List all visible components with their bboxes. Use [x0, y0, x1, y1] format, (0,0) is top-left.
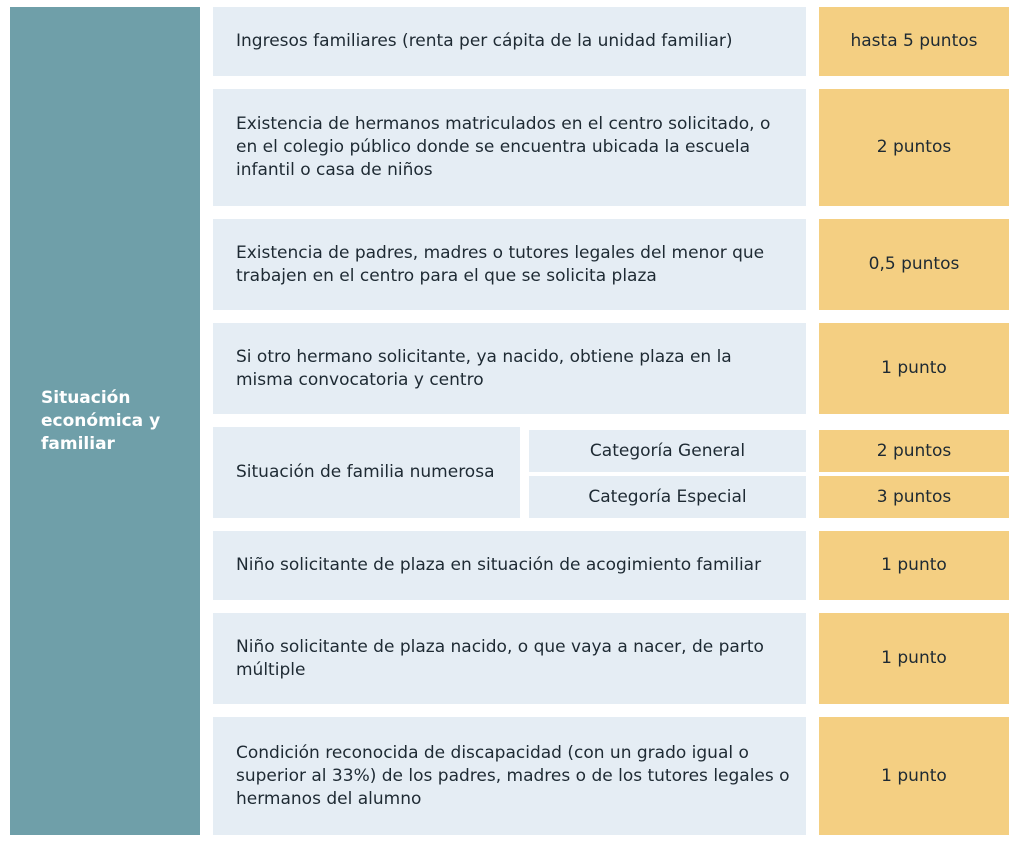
points-text: 1 punto: [881, 555, 947, 575]
points-cell: [819, 430, 1009, 472]
points-text: 1 punto: [881, 765, 947, 786]
criterion-cell-siblings-enrolled: [213, 89, 806, 206]
criterion-text: Existencia de hermanos matriculados en el centro solicitado, o en el colegio público donde se encuentra ubicada la escuela infantil o casa de niños: [236, 114, 771, 180]
criterion-cell-multiple-birth: [213, 613, 806, 704]
criterion-cell-large-family: [213, 427, 520, 518]
points-text: 3 puntos: [876, 486, 952, 507]
points-cell: [819, 7, 1009, 76]
criterion-text: Niño solicitante de plaza en situación de acogimiento familiar: [236, 555, 762, 575]
subcategory-cell-especial: [529, 476, 806, 518]
points-cell: [819, 613, 1009, 704]
criterion-text: Niño solicitante de plaza nacido, o que vaya a nacer, de parto múltiple: [236, 636, 764, 680]
points-text: 1 punto: [881, 648, 947, 668]
criterion-text: Situación de familia numerosa: [236, 462, 495, 482]
criterion-cell-income: [213, 7, 806, 76]
category-label: Situación económica y familiar: [41, 387, 161, 454]
points-cell: [819, 219, 1009, 310]
criterion-text: Existencia de padres, madres o tutores legales del menor que trabajen en el centro para el que se solicita plaza: [236, 242, 765, 286]
points-cell: [819, 323, 1009, 414]
criterion-text: Si otro hermano solicitante, ya nacido, obtiene plaza en la misma convocatoria y centro: [236, 346, 732, 390]
points-cell: [819, 89, 1009, 206]
criterion-cell-foster-care: [213, 531, 806, 600]
criterion-cell-parents-work: [213, 219, 806, 310]
criterion-text: Ingresos familiares (renta per cápita de la unidad familiar): [236, 31, 733, 51]
points-text: 2 puntos: [876, 440, 952, 461]
criterion-text: Condición reconocida de discapacidad (con un grado igual o superior al 33%) de los padres, madres o de los tutores legales o hermanos del alumno: [236, 742, 790, 809]
points-cell: [819, 476, 1009, 518]
category-cell: [10, 7, 200, 835]
points-cell: [819, 531, 1009, 600]
points-text: 2 puntos: [876, 137, 952, 157]
points-cell: [819, 717, 1009, 835]
points-text: 0,5 puntos: [868, 254, 960, 274]
subcategory-text: Categoría General: [589, 440, 746, 461]
subcategory-cell-general: [529, 430, 806, 472]
criterion-cell-sibling-applicant: [213, 323, 806, 414]
points-text: hasta 5 puntos: [850, 31, 978, 51]
subcategory-text: Categoría Especial: [588, 486, 747, 507]
criterion-cell-disability: [213, 717, 806, 835]
points-text: 1 punto: [881, 358, 947, 378]
